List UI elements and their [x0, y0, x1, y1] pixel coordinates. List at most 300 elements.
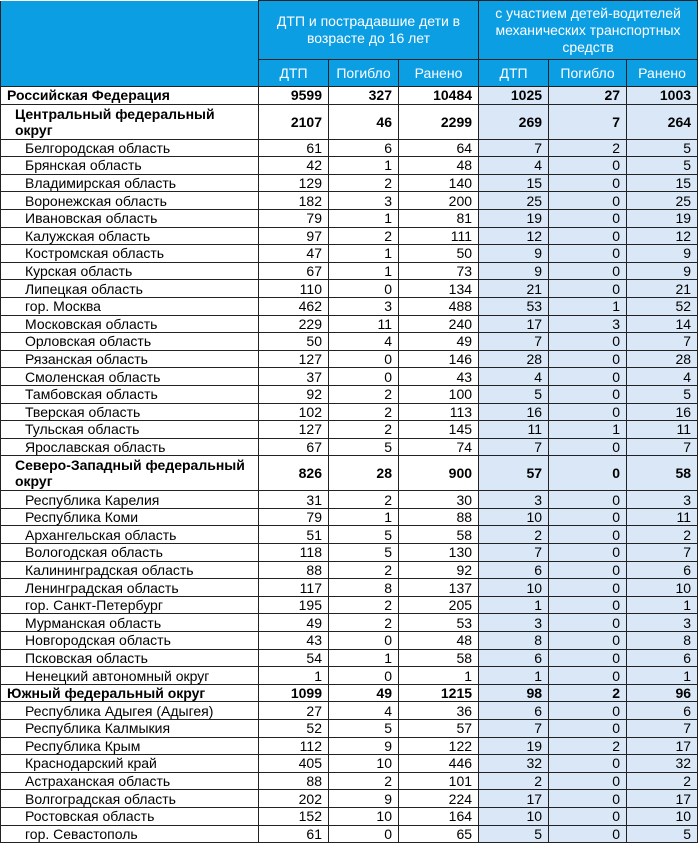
dtp-cell: 129: [259, 174, 329, 192]
died-cell: 2: [329, 385, 399, 403]
table-row: [1, 456, 698, 491]
drivers-died-cell: 2: [549, 139, 627, 157]
dtp-cell: 54: [259, 649, 329, 667]
drivers-injured-cell: 1: [627, 596, 698, 614]
drivers-dtp-cell: 15: [479, 174, 549, 192]
region-name-cell: Ленинградская область: [1, 579, 259, 597]
drivers-died-cell: 0: [549, 755, 627, 773]
injured-cell: 164: [399, 807, 479, 825]
died-cell: 1: [329, 508, 399, 526]
table-row: [1, 596, 698, 614]
drivers-dtp-cell: 32: [479, 755, 549, 773]
drivers-dtp-cell: 7: [479, 333, 549, 351]
injured-cell: 113: [399, 403, 479, 421]
drivers-died-cell: 1: [549, 297, 627, 315]
drivers-dtp-cell: 9: [479, 245, 549, 263]
dtp-cell: 47: [259, 245, 329, 263]
dtp-cell: 37: [259, 368, 329, 386]
drivers-injured-cell: 1: [627, 667, 698, 685]
drivers-dtp-cell: 28: [479, 350, 549, 368]
drivers-died-cell: 0: [549, 491, 627, 509]
injured-cell: 73: [399, 262, 479, 280]
region-name-cell: гор. Севастополь: [1, 825, 259, 843]
drivers-dtp-cell: 3: [479, 491, 549, 509]
region-name-cell: Смоленская область: [1, 368, 259, 386]
region-name-cell: Республика Адыгея (Адыгея): [1, 702, 259, 720]
injured-cell: 81: [399, 209, 479, 227]
dtp-cell: 88: [259, 561, 329, 579]
region-name-cell: Республика Коми: [1, 508, 259, 526]
died-cell: 2: [329, 403, 399, 421]
dtp-cell: 152: [259, 807, 329, 825]
drivers-injured-cell: 21: [627, 280, 698, 298]
header-injured: Ранено: [399, 60, 479, 87]
dtp-cell: 127: [259, 350, 329, 368]
dtp-cell: 9599: [259, 87, 329, 105]
drivers-injured-cell: 15: [627, 174, 698, 192]
drivers-died-cell: 0: [549, 702, 627, 720]
injured-cell: 900: [399, 456, 479, 491]
drivers-injured-cell: 17: [627, 790, 698, 808]
dtp-cell: 31: [259, 491, 329, 509]
region-name-cell: Новгородская область: [1, 632, 259, 650]
injured-cell: 58: [399, 526, 479, 544]
died-cell: 3: [329, 297, 399, 315]
table-row: [1, 755, 698, 773]
injured-cell: 1215: [399, 684, 479, 702]
dtp-cell: 50: [259, 333, 329, 351]
region-name-cell: гор. Москва: [1, 297, 259, 315]
died-cell: 2: [329, 227, 399, 245]
table-row: [1, 157, 698, 175]
drivers-died-cell: 0: [549, 350, 627, 368]
died-cell: 9: [329, 737, 399, 755]
drivers-died-cell: 0: [549, 192, 627, 210]
injured-cell: 134: [399, 280, 479, 298]
dtp-cell: 51: [259, 526, 329, 544]
drivers-injured-cell: 7: [627, 438, 698, 456]
header-corner: [1, 1, 259, 87]
table-row: [1, 262, 698, 280]
table-header: [1, 1, 698, 87]
drivers-died-cell: 0: [549, 772, 627, 790]
drivers-injured-cell: 7: [627, 720, 698, 738]
injured-cell: 224: [399, 790, 479, 808]
dtp-cell: 826: [259, 456, 329, 491]
died-cell: 1: [329, 245, 399, 263]
injured-cell: 49: [399, 333, 479, 351]
region-name-cell: Псковская область: [1, 649, 259, 667]
header-died: Погибло: [329, 60, 399, 87]
injured-cell: 92: [399, 561, 479, 579]
dtp-cell: 97: [259, 227, 329, 245]
injured-cell: 64: [399, 139, 479, 157]
table-row: [1, 87, 698, 105]
table-row: [1, 807, 698, 825]
drivers-dtp-cell: 16: [479, 403, 549, 421]
died-cell: 28: [329, 456, 399, 491]
drivers-dtp-cell: 4: [479, 157, 549, 175]
header-dtp: ДТП: [259, 60, 329, 87]
header-drivers-dtp: ДТП: [479, 60, 549, 87]
died-cell: 10: [329, 755, 399, 773]
drivers-injured-cell: 9: [627, 245, 698, 263]
drivers-died-cell: 27: [549, 87, 627, 105]
injured-cell: 488: [399, 297, 479, 315]
table-row: [1, 790, 698, 808]
region-name-cell: Республика Крым: [1, 737, 259, 755]
region-name-cell: Ивановская область: [1, 209, 259, 227]
died-cell: 1: [329, 209, 399, 227]
region-name-cell: Республика Калмыкия: [1, 720, 259, 738]
drivers-injured-cell: 7: [627, 333, 698, 351]
drivers-dtp-cell: 10: [479, 508, 549, 526]
injured-cell: 140: [399, 174, 479, 192]
table-row: [1, 579, 698, 597]
injured-cell: 30: [399, 491, 479, 509]
header-drivers-died: Погибло: [549, 60, 627, 87]
died-cell: 0: [329, 667, 399, 685]
dtp-cell: 1099: [259, 684, 329, 702]
table-row: [1, 632, 698, 650]
drivers-died-cell: 0: [549, 438, 627, 456]
drivers-dtp-cell: 7: [479, 544, 549, 562]
injured-cell: 48: [399, 157, 479, 175]
dtp-cell: 67: [259, 438, 329, 456]
died-cell: 4: [329, 333, 399, 351]
region-name-cell: Мурманская область: [1, 614, 259, 632]
header-drivers-injured: Ранено: [627, 60, 698, 87]
table-row: [1, 139, 698, 157]
drivers-dtp-cell: 11: [479, 421, 549, 439]
drivers-dtp-cell: 12: [479, 227, 549, 245]
drivers-dtp-cell: 1: [479, 667, 549, 685]
injured-cell: 205: [399, 596, 479, 614]
injured-cell: 74: [399, 438, 479, 456]
drivers-died-cell: 0: [549, 209, 627, 227]
table-row: [1, 684, 698, 702]
drivers-died-cell: 0: [549, 245, 627, 263]
table-row: [1, 421, 698, 439]
drivers-injured-cell: 25: [627, 192, 698, 210]
drivers-died-cell: 0: [549, 333, 627, 351]
table-row: [1, 227, 698, 245]
region-name-cell: Московская область: [1, 315, 259, 333]
drivers-injured-cell: 8: [627, 632, 698, 650]
region-name-cell: Краснодарский край: [1, 755, 259, 773]
injured-cell: 2299: [399, 104, 479, 139]
drivers-dtp-cell: 19: [479, 737, 549, 755]
injured-cell: 53: [399, 614, 479, 632]
dtp-cell: 43: [259, 632, 329, 650]
drivers-injured-cell: 5: [627, 157, 698, 175]
injured-cell: 48: [399, 632, 479, 650]
died-cell: 6: [329, 139, 399, 157]
table-row: [1, 526, 698, 544]
died-cell: 2: [329, 614, 399, 632]
table-row: [1, 315, 698, 333]
table-row: [1, 350, 698, 368]
drivers-injured-cell: 7: [627, 544, 698, 562]
injured-cell: 146: [399, 350, 479, 368]
drivers-dtp-cell: 17: [479, 790, 549, 808]
drivers-dtp-cell: 5: [479, 825, 549, 843]
region-name-cell: Тверская область: [1, 403, 259, 421]
dtp-cell: 118: [259, 544, 329, 562]
region-name-cell: Калужская область: [1, 227, 259, 245]
drivers-injured-cell: 96: [627, 684, 698, 702]
drivers-died-cell: 0: [549, 544, 627, 562]
dtp-cell: 110: [259, 280, 329, 298]
region-name-cell: Вологодская область: [1, 544, 259, 562]
table-row: [1, 825, 698, 843]
dtp-cell: 88: [259, 772, 329, 790]
drivers-died-cell: 0: [549, 720, 627, 738]
drivers-dtp-cell: 7: [479, 720, 549, 738]
drivers-injured-cell: 3: [627, 614, 698, 632]
injured-cell: 100: [399, 385, 479, 403]
drivers-injured-cell: 12: [627, 227, 698, 245]
table-row: [1, 368, 698, 386]
region-name-cell: Южный федеральный округ: [1, 684, 259, 702]
region-name-cell: Центральный федеральный округ: [1, 104, 259, 139]
table-row: [1, 297, 698, 315]
table-row: [1, 385, 698, 403]
injured-cell: 50: [399, 245, 479, 263]
drivers-injured-cell: 3: [627, 491, 698, 509]
dtp-cell: 49: [259, 614, 329, 632]
table-row: [1, 508, 698, 526]
region-name-cell: Ярославская область: [1, 438, 259, 456]
drivers-injured-cell: 11: [627, 508, 698, 526]
drivers-died-cell: 2: [549, 737, 627, 755]
region-name-cell: Рязанская область: [1, 350, 259, 368]
died-cell: 1: [329, 262, 399, 280]
drivers-dtp-cell: 5: [479, 385, 549, 403]
injured-cell: 122: [399, 737, 479, 755]
died-cell: 327: [329, 87, 399, 105]
died-cell: 0: [329, 825, 399, 843]
injured-cell: 446: [399, 755, 479, 773]
drivers-injured-cell: 19: [627, 209, 698, 227]
dtp-cell: 52: [259, 720, 329, 738]
region-name-cell: Воронежская область: [1, 192, 259, 210]
drivers-died-cell: 0: [549, 262, 627, 280]
died-cell: 0: [329, 280, 399, 298]
table-row: [1, 649, 698, 667]
table-row: [1, 772, 698, 790]
drivers-injured-cell: 32: [627, 755, 698, 773]
table-row: [1, 245, 698, 263]
dtp-cell: 102: [259, 403, 329, 421]
dtp-cell: 462: [259, 297, 329, 315]
table-row: [1, 104, 698, 139]
drivers-dtp-cell: 3: [479, 614, 549, 632]
table-row: [1, 491, 698, 509]
drivers-dtp-cell: 7: [479, 438, 549, 456]
drivers-dtp-cell: 9: [479, 262, 549, 280]
drivers-died-cell: 7: [549, 104, 627, 139]
region-name-cell: Курская область: [1, 262, 259, 280]
table-row: [1, 702, 698, 720]
drivers-injured-cell: 28: [627, 350, 698, 368]
died-cell: 10: [329, 807, 399, 825]
drivers-died-cell: 0: [549, 174, 627, 192]
drivers-injured-cell: 16: [627, 403, 698, 421]
drivers-dtp-cell: 1: [479, 596, 549, 614]
dtp-cell: 182: [259, 192, 329, 210]
drivers-dtp-cell: 6: [479, 702, 549, 720]
injured-cell: 36: [399, 702, 479, 720]
region-name-cell: Белгородская область: [1, 139, 259, 157]
injured-cell: 88: [399, 508, 479, 526]
drivers-died-cell: 1: [549, 421, 627, 439]
table-row: [1, 561, 698, 579]
table-row: [1, 544, 698, 562]
drivers-injured-cell: 11: [627, 421, 698, 439]
region-name-cell: Волгоградская область: [1, 790, 259, 808]
dtp-cell: 27: [259, 702, 329, 720]
drivers-died-cell: 0: [549, 632, 627, 650]
drivers-dtp-cell: 4: [479, 368, 549, 386]
region-name-cell: Липецкая область: [1, 280, 259, 298]
died-cell: 2: [329, 772, 399, 790]
table-row: [1, 720, 698, 738]
dtp-cell: 112: [259, 737, 329, 755]
drivers-dtp-cell: 17: [479, 315, 549, 333]
dtp-cell: 2107: [259, 104, 329, 139]
table-row: [1, 614, 698, 632]
injured-cell: 240: [399, 315, 479, 333]
drivers-injured-cell: 52: [627, 297, 698, 315]
drivers-injured-cell: 14: [627, 315, 698, 333]
drivers-died-cell: 0: [549, 403, 627, 421]
region-name-cell: Орловская область: [1, 333, 259, 351]
region-name-cell: Ростовская область: [1, 807, 259, 825]
region-name-cell: Калининградская область: [1, 561, 259, 579]
died-cell: 5: [329, 720, 399, 738]
table-row: [1, 403, 698, 421]
dtp-cell: 92: [259, 385, 329, 403]
injured-cell: 10484: [399, 87, 479, 105]
table-row: [1, 280, 698, 298]
region-name-cell: Республика Карелия: [1, 491, 259, 509]
drivers-dtp-cell: 6: [479, 561, 549, 579]
injured-cell: 200: [399, 192, 479, 210]
died-cell: 2: [329, 561, 399, 579]
drivers-dtp-cell: 57: [479, 456, 549, 491]
drivers-died-cell: 0: [549, 561, 627, 579]
drivers-injured-cell: 2: [627, 772, 698, 790]
region-name-cell: Российская Федерация: [1, 87, 259, 105]
drivers-died-cell: 3: [549, 315, 627, 333]
died-cell: 5: [329, 544, 399, 562]
drivers-dtp-cell: 98: [479, 684, 549, 702]
drivers-injured-cell: 10: [627, 807, 698, 825]
dtp-cell: 229: [259, 315, 329, 333]
drivers-injured-cell: 6: [627, 702, 698, 720]
died-cell: 1: [329, 157, 399, 175]
region-name-cell: Владимирская область: [1, 174, 259, 192]
drivers-died-cell: 0: [549, 456, 627, 491]
drivers-died-cell: 0: [549, 579, 627, 597]
died-cell: 11: [329, 315, 399, 333]
drivers-dtp-cell: 269: [479, 104, 549, 139]
drivers-died-cell: 0: [549, 368, 627, 386]
drivers-died-cell: 0: [549, 526, 627, 544]
table-body: [1, 87, 698, 843]
drivers-injured-cell: 5: [627, 139, 698, 157]
drivers-injured-cell: 9: [627, 262, 698, 280]
died-cell: 2: [329, 491, 399, 509]
region-name-cell: Брянская область: [1, 157, 259, 175]
drivers-dtp-cell: 1025: [479, 87, 549, 105]
injured-cell: 137: [399, 579, 479, 597]
died-cell: 4: [329, 702, 399, 720]
dtp-cell: 79: [259, 209, 329, 227]
region-name-cell: Северо-Западный федеральный округ: [1, 456, 259, 491]
drivers-died-cell: 0: [549, 157, 627, 175]
died-cell: 46: [329, 104, 399, 139]
dtp-cell: 202: [259, 790, 329, 808]
region-name-cell: гор. Санкт-Петербург: [1, 596, 259, 614]
died-cell: 9: [329, 790, 399, 808]
drivers-died-cell: 0: [549, 825, 627, 843]
header-group-all-children: ДТП и пострадавшие дети в возрасте до 16 лет: [259, 1, 479, 60]
drivers-injured-cell: 1003: [627, 87, 698, 105]
drivers-died-cell: 0: [549, 596, 627, 614]
drivers-dtp-cell: 25: [479, 192, 549, 210]
injured-cell: 111: [399, 227, 479, 245]
drivers-died-cell: 0: [549, 667, 627, 685]
dtp-cell: 42: [259, 157, 329, 175]
drivers-injured-cell: 10: [627, 579, 698, 597]
drivers-died-cell: 0: [549, 649, 627, 667]
drivers-injured-cell: 5: [627, 825, 698, 843]
died-cell: 0: [329, 368, 399, 386]
died-cell: 2: [329, 174, 399, 192]
died-cell: 49: [329, 684, 399, 702]
injured-cell: 57: [399, 720, 479, 738]
drivers-dtp-cell: 2: [479, 526, 549, 544]
region-name-cell: Тамбовская область: [1, 385, 259, 403]
injured-cell: 65: [399, 825, 479, 843]
dtp-cell: 61: [259, 139, 329, 157]
dtp-cell: 67: [259, 262, 329, 280]
drivers-injured-cell: 5: [627, 385, 698, 403]
died-cell: 2: [329, 421, 399, 439]
region-name-cell: Тульская область: [1, 421, 259, 439]
drivers-injured-cell: 264: [627, 104, 698, 139]
drivers-dtp-cell: 2: [479, 772, 549, 790]
drivers-dtp-cell: 10: [479, 579, 549, 597]
died-cell: 5: [329, 438, 399, 456]
drivers-injured-cell: 2: [627, 526, 698, 544]
drivers-died-cell: 0: [549, 280, 627, 298]
region-name-cell: Астраханская область: [1, 772, 259, 790]
table-row: [1, 737, 698, 755]
drivers-died-cell: 0: [549, 614, 627, 632]
injured-cell: 145: [399, 421, 479, 439]
dtp-cell: 79: [259, 508, 329, 526]
dtp-cell: 117: [259, 579, 329, 597]
injured-cell: 130: [399, 544, 479, 562]
table-row: [1, 192, 698, 210]
drivers-dtp-cell: 21: [479, 280, 549, 298]
dtp-cell: 1: [259, 667, 329, 685]
dtp-cell: 195: [259, 596, 329, 614]
injured-cell: 1: [399, 667, 479, 685]
